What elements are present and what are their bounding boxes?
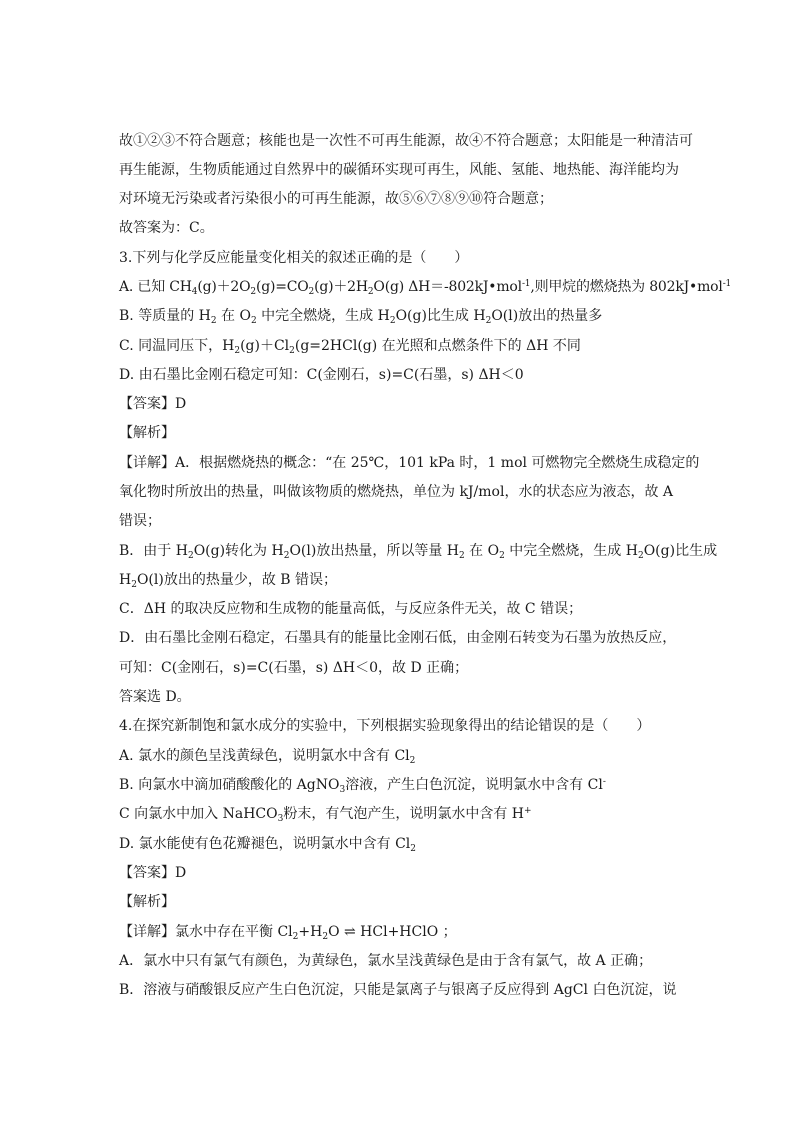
text-line: 氧化物时所放出的热量，叫做该物质的燃烧热，单位为 kJ/mol，水的状态应为液态，故 A bbox=[119, 484, 674, 500]
option-d: D. 由石墨比金刚石稳定可知：C(金刚石，s)=C(石墨，s) ΔH＜0 bbox=[119, 367, 524, 383]
text-line: $H_2O(l)$放出的热量少，故 B 错误； bbox=[119, 572, 338, 590]
text-line: A．氯水中只有氯气有颜色，为黄绿色，氯水呈浅黄绿色是由于含有氯气，故 A 正确； bbox=[119, 953, 653, 969]
option-b: B. 向氯水中滴加硝酸酸化的 AgNO$_3$溶液，产生白色沉淀，说明氯水中含有 Cl- bbox=[119, 777, 606, 795]
text-line: 【详解】A．根据燃烧热的概念：“在 25℃，101 kPa 时，1 mol 可燃物完全燃烧生成稳定的 bbox=[119, 455, 700, 471]
text-line: 可知：C(金刚石，s)=C(石墨，s) ΔH＜0，故 D 正确； bbox=[119, 660, 469, 676]
option-b: B. 等质量的 $H_2$ 在 $O_2$ 中完全燃烧，生成 $H_2O(g)$比生成 $H_2O(l)$放出的热量多 bbox=[119, 308, 603, 326]
text-line: B．由于 $H_2O(g)$转化为 $H_2O(l)$放出热量，所以等量 $H_2$ 在 $O_2$ 中完全燃烧，生成 $H_2O(g)$比生成 bbox=[119, 543, 718, 561]
text-line: B．溶液与硝酸银反应产生白色沉淀，只能是氯离子与银离子反应得到 AgCl 白色沉淀，说 bbox=[119, 982, 677, 998]
text-line: 错误； bbox=[119, 513, 161, 529]
text-line: 再生能源，生物质能通过自然界中的碳循环实现可再生，风能、氢能、地热能、海洋能均为 bbox=[119, 162, 679, 178]
question-4-stem: 4.在探究新制饱和氯水成分的实验中，下列根据实验现象得出的结论错误的是（ ） bbox=[119, 718, 651, 734]
answer-label: 【答案】D bbox=[119, 865, 187, 881]
text-line: D．由石墨比金刚石稳定，石墨具有的能量比金刚石低，由金刚石转变为石墨为放热反应， bbox=[119, 630, 677, 646]
analysis-label: 【解析】 bbox=[119, 425, 175, 441]
option-c: C. 同温同压下，$H_2(g)+Cl_2(g=2HCl(g)$ 在光照和点燃条件下的 ΔH 不同 bbox=[119, 338, 581, 356]
text-line: C．ΔH 的取决反应物和生成物的能量高低，与反应条件无关，故 C 错误； bbox=[119, 601, 583, 617]
question-3-stem: 3.下列与化学反应能量变化相关的叙述正确的是（ ） bbox=[119, 250, 469, 266]
text-line: 答案选 D。 bbox=[119, 689, 191, 705]
text-line: 【详解】氯水中存在平衡 $Cl_2+H_2O$ ⇌ HCl+HClO ； bbox=[119, 924, 457, 942]
text-line: 故①②③不符合题意；核能也是一次性不可再生能源，故④不符合题意；太阳能是一种清洁可 bbox=[119, 133, 693, 149]
option-a: A. 氯水的颜色呈浅黄绿色，说明氯水中含有 $Cl_2$ bbox=[119, 748, 416, 766]
answer-label: 【答案】D bbox=[119, 396, 187, 412]
option-c: C 向氯水中加入 NaHCO$_3$粉末，有气泡产生，说明氯水中含有 H+ bbox=[119, 806, 532, 824]
analysis-label: 【解析】 bbox=[119, 894, 175, 910]
text-line: 对环境无污染或者污染很小的可再生能源，故⑤⑥⑦⑧⑨⑩符合题意； bbox=[119, 191, 553, 207]
option-d: D. 氯水能使有色花瓣褪色，说明氯水中含有 $Cl_2$ bbox=[119, 836, 416, 854]
option-a: A. 已知 $CH_4(g)+2O_2(g)=CO_2(g)+2H_2O(g)$ ΔH＝-802kJ•mol$^{-1}$,则甲烷的燃烧热为 802kJ•mol$^{-1}$ bbox=[119, 279, 732, 297]
text-line: 故答案为：C。 bbox=[119, 220, 214, 236]
